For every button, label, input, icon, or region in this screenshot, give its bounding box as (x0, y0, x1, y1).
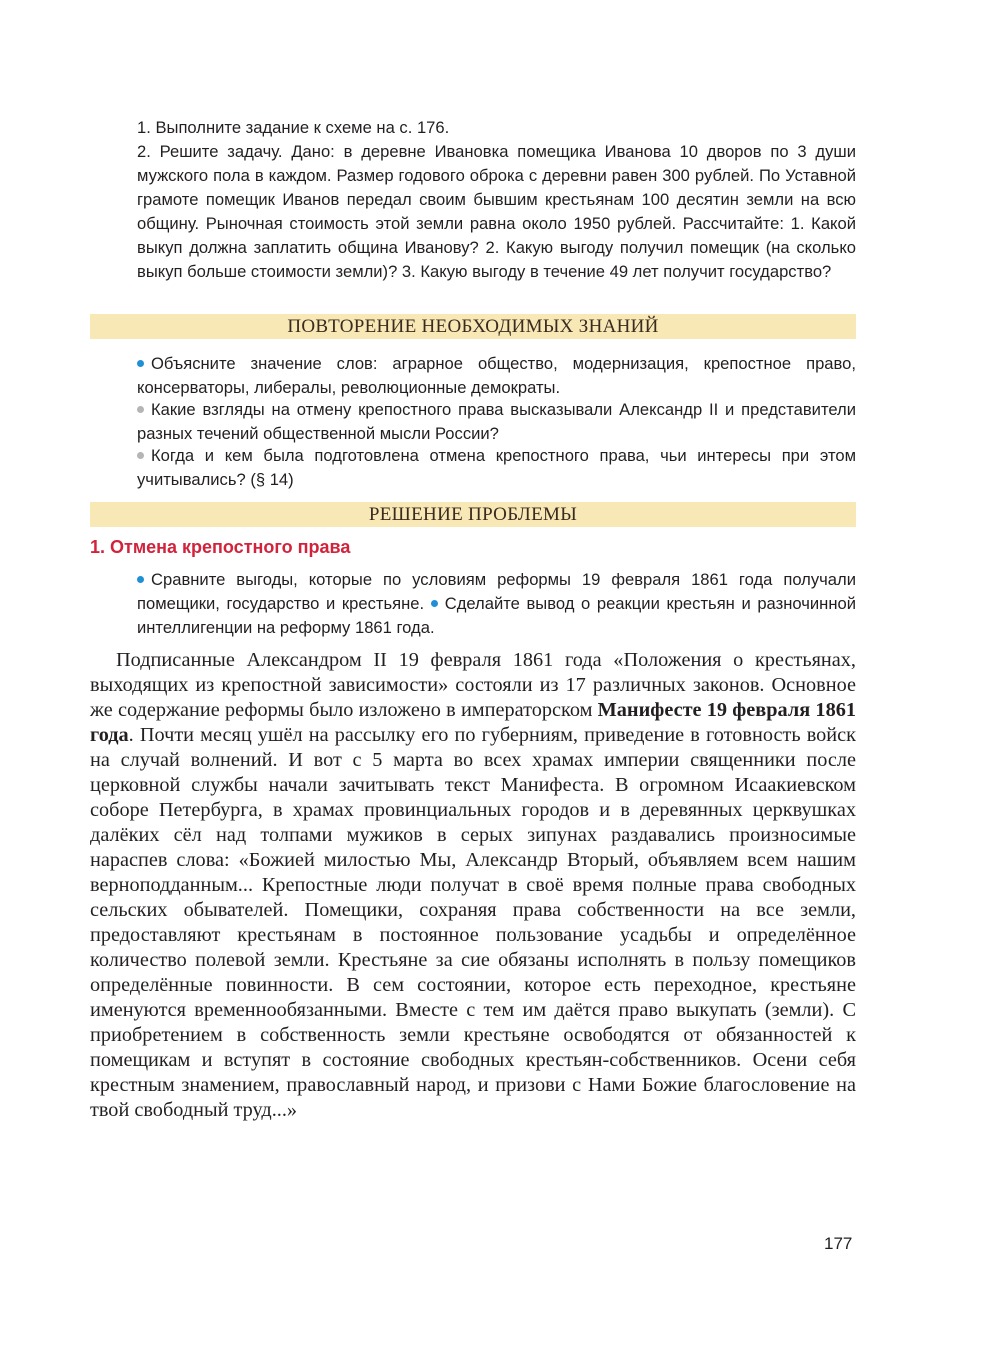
bullet-icon (137, 406, 144, 413)
body-bold-text: Манифесте 19 февраля 1861 года (90, 699, 856, 746)
bullet-icon (137, 576, 144, 583)
section-heading: 1. Отмена крепостного права (90, 537, 351, 557)
body-text: Подписанные Александром II 19 февраля 1861 года «Положения о крестьянах, выходящих из крепостной зависимости» состояли из 17 различных законов. Основное же содержание реформы было изложено в императорском (90, 649, 856, 721)
task-2: 2. Решите задачу. Дано: в деревне Ивановка помещика Иванова 10 дворов по 3 души мужского пола в каждом. Размер годового оброка с деревни равен 300 рублей. По Уставной грамоте помещик Иванов передал своим бывшим крестьянам 100 десятин земли на всю общину. Рыночная стоимость этой земли равна около 1950 рублей. Рассчитайте: 1. Какой выкуп должна заплатить община Иванову? 2. Какую выгоду получил помещик (на сколько выкуп больше стоимости земли)? 3. Какую выгоду в течение 49 лет получит государство? (137, 142, 856, 281)
question-text: Сделайте вывод о реакции крестьян и разночинной интеллигенции на реформу 1861 года. (137, 594, 856, 637)
review-banner: ПОВТОРЕНИЕ НЕОБХОДИМЫХ ЗНАНИЙ (90, 314, 856, 339)
question-text: Сравните выгоды, которые по условиям реформы 19 февраля 1861 года получали помещики, государство и крестьяне. (137, 570, 856, 613)
question-text: Когда и кем была подготовлена отмена крепостного права, чьи интересы при этом учитывались? (§ 14) (137, 446, 856, 489)
bullet-icon (137, 452, 144, 459)
body-paragraph (90, 648, 856, 1123)
problem-questions (137, 568, 856, 640)
bullet-icon (137, 360, 144, 367)
problem-banner: РЕШЕНИЕ ПРОБЛЕМЫ (90, 502, 856, 527)
task-1: 1. Выполните задание к схеме на с. 176. (137, 118, 450, 137)
review-question (137, 398, 856, 446)
bullet-icon (431, 600, 438, 607)
review-question (137, 352, 856, 400)
question-text: Объясните значение слов: аграрное общество, модернизация, крепостное право, консерваторы, либералы, революционные демократы. (137, 354, 856, 397)
body-text: . Почти месяц ушёл на рассылку его по губерниям, приведение в готовность войск на случай волнений. И вот с 5 марта во всех храмах империи священники после церковной службы начали зачитывать текст Манифеста. В огромном Исаакиевском соборе Петербурга, в храмах провинциальных городов и в деревянных церквушках далёких сёл над толпами мужиков в серых зипунах раздавались произносимые нараспев слова: «Божией милостью Мы, Александр Вторый, объявляем всем нашим верноподданным... Крепостные люди получат в своё время полные права свободных сельских обывателей. Помещики, сохраняя права собственности на все земли, предоставляют крестьянам в постоянное пользование усадьбы и определённое количество полевой земли. Крестьяне за сие обязаны исполнять в пользу помещиков определённые повинности. В сем состоянии, которое есть переходное, крестьяне именуются временнообязанными. Вместе с тем им даётся право выкупать (земли). С приобретением в собственность земли крестьяне освободятся от обязанностей к помещикам и вступят в состояние свободных крестьян-собственников. Осени себя крестным знамением, православный народ, и призови с Нами Божие благословение на твой свободный труд...» (90, 724, 856, 1121)
review-question (137, 444, 856, 492)
page-number: 177 (824, 1234, 853, 1253)
question-text: Какие взгляды на отмену крепостного права высказывали Александр II и представители разных течений общественной мысли России? (137, 400, 856, 443)
